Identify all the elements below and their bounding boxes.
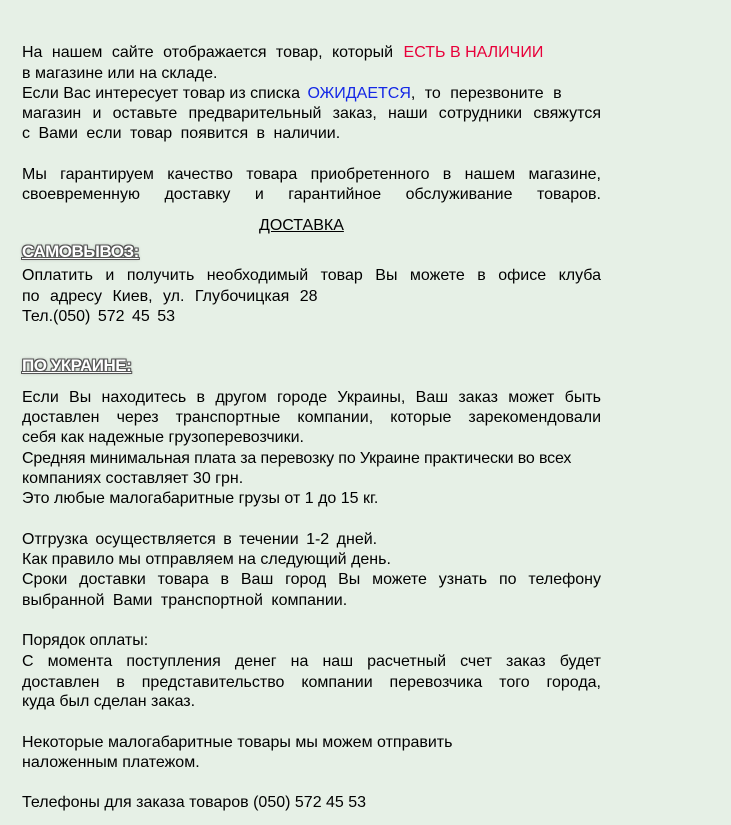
cod-line-1: Некоторые малогабаритные товары мы можем отправить: [22, 734, 453, 751]
intro-line-4: магазин и оставьте предварительный заказ, наши сотрудники свяжутся: [22, 105, 601, 122]
expected-label: ОЖИДАЕТСЯ: [307, 85, 411, 102]
in-stock-label: ЕСТЬ В НАЛИЧИИ: [403, 44, 544, 61]
intro-line-3: [22, 84, 601, 104]
ukraine-line-10: выбранной Вами транспортной компании.: [22, 592, 348, 609]
pickup-address: по адресу Киев, ул. Глубочицкая 28: [22, 288, 318, 305]
intro-line-5: с Вами если товар появится в наличии.: [22, 125, 341, 142]
ukraine-line-8: Как правило мы отправляем на следующий день.: [22, 551, 391, 568]
cod-line-2: наложенным платежом.: [22, 754, 200, 771]
ukraine-line-1: Если Вы находитесь в другом городе Украины, Ваш заказ может быть: [22, 389, 601, 406]
ukraine-line-5: компаниях составляет 30 грн.: [22, 470, 244, 487]
ukraine-line-4: Средняя минимальная плата за перевозку по Украине практически во всех: [22, 450, 572, 467]
intro-line-7: своевременную доставку и гарантийное обслуживание товаров.: [22, 186, 601, 203]
intro-text-3a: Если Вас интересует товар из списка: [22, 85, 300, 102]
order-phones: Телефоны для заказа товаров (050) 572 45 53: [22, 794, 367, 811]
payment-title: Порядок оплаты:: [22, 632, 149, 649]
payment-line-2: доставлен в представительство компании перевозчика того города,: [22, 674, 601, 691]
ukraine-line-6: Это любые малогабаритные грузы от 1 до 15 кг.: [22, 490, 379, 507]
ukraine-line-3: себя как надежные грузоперевозчики.: [22, 429, 304, 446]
pickup-line-1: Оплатить и получить необходимый товар Вы можете в офисе клуба: [22, 267, 601, 284]
pickup-phone: Тел.(050) 572 45 53: [22, 308, 175, 325]
payment-line-1: С момента поступления денег на наш расчетный счет заказ будет: [22, 653, 601, 670]
intro-text-3b: , то перезвоните в: [410, 85, 562, 102]
intro-line-1: [22, 43, 543, 63]
delivery-heading: ДОСТАВКА: [259, 217, 344, 234]
ukraine-line-7: Отгрузка осуществляется в течении 1-2 дней.: [22, 531, 378, 548]
ukraine-title: ПО УКРАИНЕ:: [22, 356, 132, 375]
intro-line-2: в магазине или на складе.: [22, 65, 218, 82]
intro-text-1: На нашем сайте отображается товар, который: [22, 44, 394, 61]
intro-line-6: Мы гарантируем качество товара приобретенного в нашем магазине,: [22, 166, 601, 183]
ukraine-line-2: доставлен через транспортные компании, которые зарекомендовали: [22, 409, 601, 426]
ukraine-line-9: Сроки доставки товара в Ваш город Вы можете узнать по телефону: [22, 571, 601, 588]
payment-line-3: куда был сделан заказ.: [22, 693, 196, 710]
pickup-title: САМОВЫВОЗ:: [22, 242, 139, 261]
